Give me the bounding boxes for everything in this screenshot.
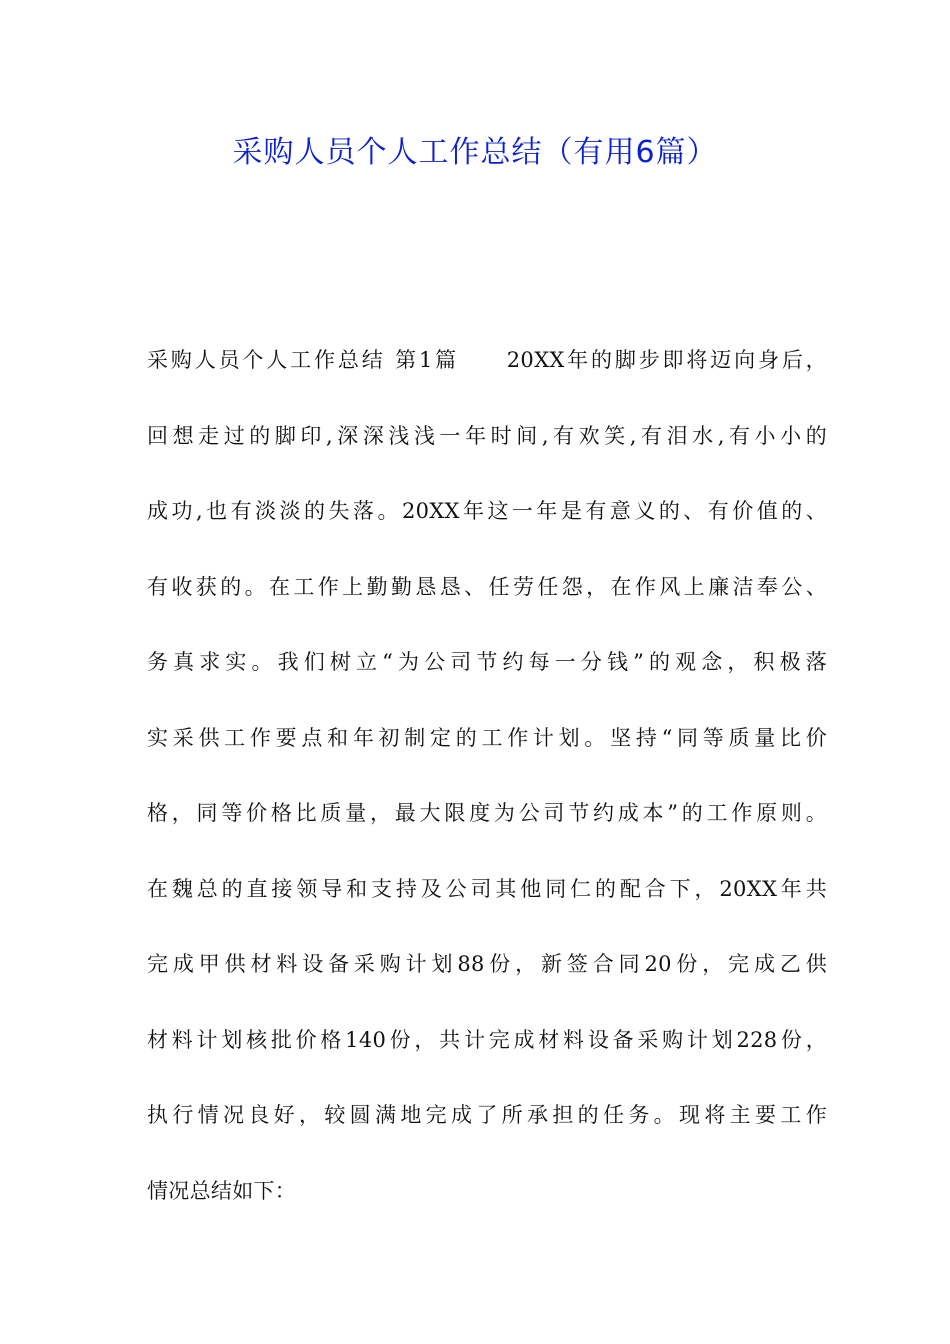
paragraph-line: 有收获的。在工作上勤勤恳恳、任劳任怨，在作风上廉洁奉公、	[147, 574, 827, 599]
paragraph-line: 成功,也有淡淡的失落。20XX年这一年是有意义的、有价值的、	[147, 499, 827, 523]
paragraph-line: 情况总结如下：	[147, 1178, 297, 1203]
paragraph-line: 务真求实。我们树立“为公司节约每一分钱”的观念，积极落	[147, 650, 827, 674]
paragraph-line: 执行情况良好，较圆满地完成了所承担的任务。现将主要工作	[147, 1103, 827, 1127]
document-title: 采购人员个人工作总结（有用6篇）	[232, 135, 718, 170]
paragraph-line: 实采供工作要点和年初制定的工作计划。坚持“同等质量比价	[147, 725, 827, 750]
paragraph-line: 在魏总的直接领导和支持及公司其他同仁的配合下，20XX年共	[147, 876, 827, 901]
document-body	[147, 338, 827, 1244]
paragraph-line: 采购人员个人工作总结 第1篇 20XX年的脚步即将迈向身后，	[147, 348, 827, 372]
paragraph-line: 回想走过的脚印,深深浅浅一年时间,有欢笑,有泪水,有小小的	[147, 423, 827, 448]
paragraph-line: 完成甲供材料设备采购计划88份，新签合同20份，完成乙供	[147, 952, 827, 976]
paragraph-line: 材料计划核批价格140份，共计完成材料设备采购计划228份，	[147, 1027, 827, 1052]
paragraph-line: 格，同等价格比质量，最大限度为公司节约成本”的工作原则。	[147, 801, 827, 825]
